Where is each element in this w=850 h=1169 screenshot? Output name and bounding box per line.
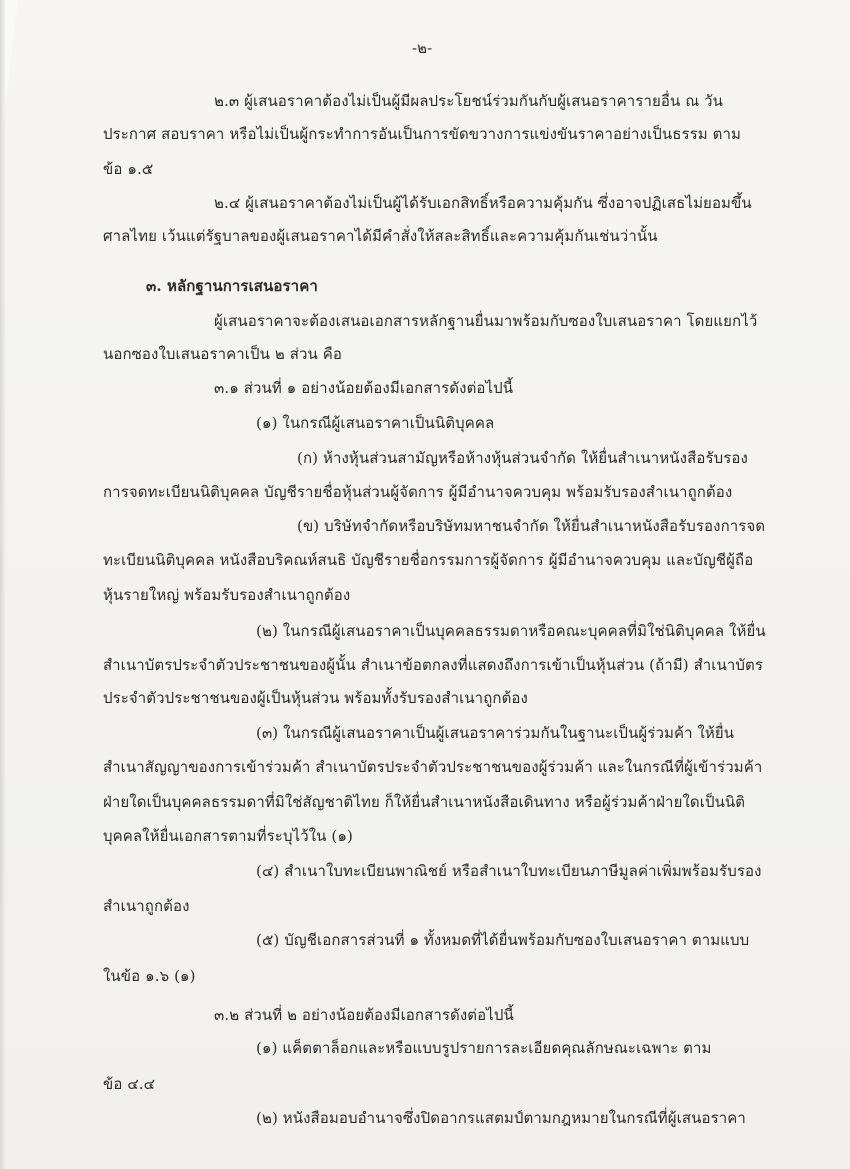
item-3-1-1-a-line-2: การจดทะเบียนนิติบุคคล บัญชีรายชื่อหุ้นส่วนผู้จัดการ ผู้มีอำนาจควบคุม พร้อมรับรองสำเนาถูกต้อง — [103, 483, 733, 501]
item-3-1-3-line-1: (๓) ในกรณีผู้เสนอราคาเป็นผู้เสนอราคาร่วมกันในฐานะเป็นผู้ร่วมค้า ให้ยื่น — [256, 724, 735, 742]
item-3-2-1-line-1: (๑) แค็ตตาล็อกและหรือแบบรูปรายการละเอียดคุณลักษณะเฉพาะ ตาม — [256, 1039, 712, 1057]
section-3-intro-line-1: ผู้เสนอราคาจะต้องเสนอเอกสารหลักฐานยื่นมาพร้อมกับซองใบเสนอราคา โดยแยกไว้ — [214, 312, 758, 330]
item-3-2-2-line-1: (๒) หนังสือมอบอำนาจซึ่งปิดอากรแสตมป์ตามกฎหมายในกรณีที่ผู้เสนอราคา — [256, 1109, 746, 1127]
clause-2-3-line-3: ข้อ ๑.๕ — [103, 160, 154, 178]
clause-2-4-line-2: ศาลไทย เว้นแต่รัฐบาลของผู้เสนอราคาได้มีคำสั่งให้สละสิทธิ์และความคุ้มกันเช่นว่านั้น — [103, 227, 658, 245]
clause-3-2-heading: ๓.๒ ส่วนที่ ๒ อย่างน้อยต้องมีเอกสารดังต่อไปนี้ — [214, 1006, 514, 1024]
item-3-1-3-line-4: บุคคลให้ยื่นเอกสารตามที่ระบุไว้ใน (๑) — [103, 827, 353, 845]
page-edge-shadow — [0, 0, 6, 1169]
section-3-heading: ๓. หลักฐานการเสนอราคา — [146, 277, 318, 295]
clause-2-3-line-1: ๒.๓ ผู้เสนอราคาต้องไม่เป็นผู้มีผลประโยชน์ร่วมกันกับผู้เสนอราคารายอื่น ณ วัน — [214, 92, 723, 110]
clause-2-3-line-2: ประกาศ สอบราคา หรือไม่เป็นผู้กระทำการอันเป็นการขัดขวางการแข่งขันราคาอย่างเป็นธรรม ตาม — [103, 125, 741, 143]
item-3-1-2-line-2: สำเนาบัตรประจำตัวประชาชนของผู้นั้น สำเนาข้อตกลงที่แสดงถึงการเข้าเป็นหุ้นส่วน (ถ้ามี) สำเนาบัตร — [103, 656, 763, 674]
item-3-1-1-b-line-2: ทะเบียนนิติบุคคล หนังสือบริคณห์สนธิ บัญชีรายชื่อกรรมการผู้จัดการ ผู้มีอำนาจควบคุม และบัญชีผู้ถือ — [103, 551, 754, 569]
item-3-1-2-line-3: ประจำตัวประชาชนของผู้เป็นหุ้นส่วน พร้อมทั้งรับรองสำเนาถูกต้อง — [103, 689, 528, 707]
item-3-1-1-a-line-1: (ก) ห้างหุ้นส่วนสามัญหรือห้างหุ้นส่วนจำกัด ให้ยื่นสำเนาหนังสือรับรอง — [297, 449, 748, 467]
item-3-1-5-line-2: ในข้อ ๑.๖ (๑) — [103, 967, 196, 985]
section-3-intro-line-2: นอกซองใบเสนอราคาเป็น ๒ ส่วน คือ — [103, 345, 342, 363]
item-3-1-2-line-1: (๒) ในกรณีผู้เสนอราคาเป็นบุคคลธรรมดาหรือคณะบุคคลที่มิใช่นิติบุคคล ให้ยื่น — [256, 622, 766, 640]
item-3-1-1-b-line-1: (ข) บริษัทจำกัดหรือบริษัทมหาชนจำกัด ให้ยื่นสำเนาหนังสือรับรองการจด — [297, 517, 766, 535]
item-3-2-1-line-2: ข้อ ๔.๔ — [103, 1075, 156, 1093]
item-3-1-5-line-1: (๕) บัญชีเอกสารส่วนที่ ๑ ทั้งหมดที่ได้ยื่นพร้อมกับซองใบเสนอราคา ตามแบบ — [256, 931, 750, 949]
item-3-1-3-line-3: ฝ่ายใดเป็นบุคคลธรรมดาที่มิใช่สัญชาติไทย ก็ให้ยื่นสำเนาหนังสือเดินทาง หรือผู้ร่วมค้าฝ่ายใดเป็นนิติ — [103, 793, 746, 811]
clause-3-1-heading: ๓.๑ ส่วนที่ ๑ อย่างน้อยต้องมีเอกสารดังต่อไปนี้ — [214, 379, 514, 397]
item-3-1-4-line-1: (๔) สำเนาใบทะเบียนพาณิชย์ หรือสำเนาใบทะเบียนภาษีมูลค่าเพิ่มพร้อมรับรอง — [256, 862, 762, 880]
item-3-1-4-line-2: สำเนาถูกต้อง — [103, 897, 190, 915]
item-3-1-3-line-2: สำเนาสัญญาของการเข้าร่วมค้า สำเนาบัตรประจำตัวประชาชนของผู้ร่วมค้า และในกรณีที่ผู้เข้าร่วมค้า — [103, 758, 763, 776]
page-number: -๒- — [412, 39, 433, 57]
item-3-1-1: (๑) ในกรณีผู้เสนอราคาเป็นนิติบุคคล — [256, 414, 495, 432]
item-3-1-1-b-line-3: หุ้นรายใหญ่ พร้อมรับรองสำเนาถูกต้อง — [103, 586, 351, 604]
clause-2-4-line-1: ๒.๔ ผู้เสนอราคาต้องไม่เป็นผู้ได้รับเอกสิทธิ์หรือความคุ้มกัน ซึ่งอาจปฏิเสธไม่ยอมขึ้น — [214, 194, 752, 212]
